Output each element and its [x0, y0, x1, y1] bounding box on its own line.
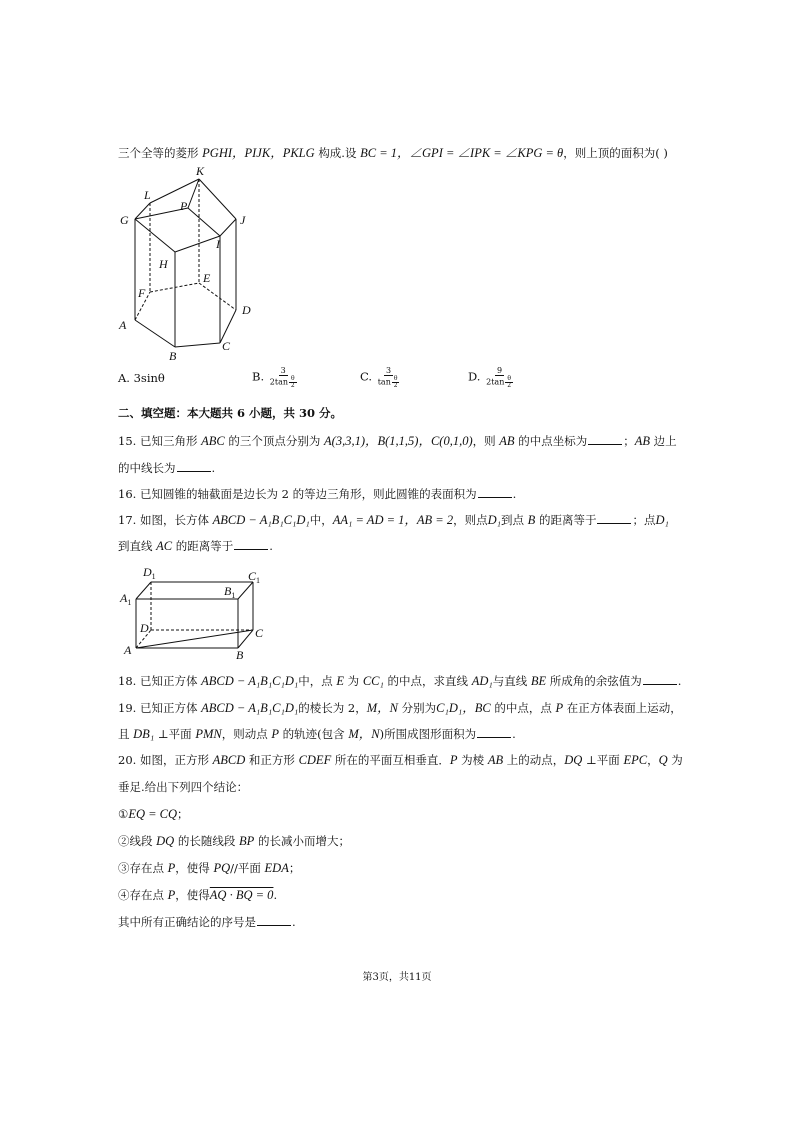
label-I: I: [216, 237, 220, 251]
q19-pmn: PMN: [195, 727, 222, 741]
answer-blank[interactable]: [234, 538, 268, 550]
option-d-prefix: D.: [468, 369, 481, 384]
q20-text: .: [273, 888, 278, 902]
q18-be: BE: [530, 674, 547, 688]
label-E: E: [203, 271, 211, 285]
q20-cdef: CDEF: [298, 753, 332, 767]
den-text: tan: [377, 377, 391, 387]
answer-blank[interactable]: [597, 512, 631, 524]
q20-epc: EPC: [623, 753, 648, 767]
q15-text: 的中点坐标为: [514, 434, 588, 448]
q15-text: 的三个顶点分别为: [224, 434, 325, 448]
q20-conclusion-3: [118, 860, 300, 876]
half-angle: [289, 376, 297, 389]
q18-text: .: [677, 674, 682, 688]
q20-text: 其中所有正确结论的序号是: [118, 915, 256, 929]
q18-text: 的中点，求直线: [383, 674, 472, 688]
q19-text: 的中点，点: [490, 701, 556, 715]
label-L: L: [144, 188, 151, 202]
option-b-fraction: [269, 366, 298, 389]
q14-option-a: [118, 370, 165, 386]
q15-line1: [118, 433, 677, 449]
q20-ab: AB: [487, 753, 504, 767]
q16-text: 16. 已知圆锥的轴截面是边长为 2 的等边三角形，则此圆锥的表面积为: [118, 487, 477, 501]
q18-text: 18. 已知正方体: [118, 674, 202, 688]
q19-text: ⊥平面: [154, 727, 196, 741]
q20-text: 所在的平面互相垂直．: [331, 753, 450, 767]
page-footer: 第3页，共11页: [362, 972, 432, 983]
label-D: D: [242, 303, 251, 317]
fraction-numerator: 3: [280, 366, 286, 375]
q19-text: 分别为: [397, 701, 437, 715]
q14-rhombi: PGHI，PIJK，PKLG: [202, 146, 315, 160]
q15-text: 15. 已知三角形: [118, 434, 202, 448]
q20-text: ⊥平面: [582, 753, 624, 767]
q20-p: P: [167, 861, 176, 875]
q18-solid: ABCD − A₁B₁C₁D₁: [201, 674, 299, 688]
q20-text: ④存在点: [118, 888, 168, 902]
q17-b: B: [527, 513, 536, 527]
option-c-fraction: [377, 366, 401, 389]
q20-text: ；: [288, 861, 301, 875]
option-c-prefix: C.: [360, 369, 373, 384]
q14-stem: [118, 145, 668, 161]
fraction-denominator: [269, 376, 298, 389]
q19-db1: DB₁: [133, 727, 155, 741]
q20-text: //平面: [230, 861, 265, 875]
label-A: A: [124, 643, 132, 657]
label-A: A: [119, 318, 127, 332]
label-C: C: [222, 339, 231, 353]
q17-dims: AA₁ = AD = 1，AB = 2: [332, 513, 454, 527]
q19-edges: C₁D₁，BC: [436, 701, 491, 715]
label-C1: $C_1$: [248, 569, 261, 585]
q17-text: ；点: [632, 513, 656, 527]
q14-text: ，则上顶的面积为( ): [563, 146, 668, 160]
label-C: C: [255, 626, 264, 640]
label-D: D: [140, 621, 149, 635]
q20-conclusion-2: [118, 833, 350, 849]
fraction-denominator: [485, 376, 514, 389]
q20-text: ③存在点: [118, 861, 168, 875]
half-angle-num: θ: [291, 375, 295, 382]
fraction-numerator: 3: [386, 366, 392, 375]
q20-line1: [118, 752, 683, 768]
q17-text: .: [269, 539, 273, 553]
label-P: P: [180, 199, 188, 213]
q14-option-b: [252, 366, 298, 389]
q19-text: 的棱长为 2，: [298, 701, 367, 715]
q20-text: ；: [177, 807, 189, 821]
q17-text: 中，: [309, 513, 333, 527]
q16-text: .: [512, 487, 517, 501]
label-F: F: [138, 286, 146, 300]
q17-line2: [118, 538, 273, 554]
q20-pq: PQ: [213, 861, 231, 875]
q17-text: 的距离等于: [535, 513, 597, 527]
q17-ac: AC: [156, 539, 173, 553]
q14-prism-figure: [112, 160, 272, 365]
q19-text: 的轨迹(包含: [279, 727, 349, 741]
q20-p: P: [167, 888, 176, 902]
q19-text: )所围成图形面积为: [379, 727, 477, 741]
half-angle: [392, 376, 400, 389]
label-A1: $A_1$: [120, 591, 132, 607]
q19-text: 19. 已知正方体: [118, 701, 202, 715]
den-text: 2tan: [486, 377, 505, 387]
q20-text: ①: [118, 807, 129, 821]
q18-text: 为: [344, 674, 363, 688]
fraction-numerator: 9: [497, 366, 503, 375]
q20-conclusion-1: [118, 806, 189, 822]
q17-d1: D₁: [655, 513, 669, 527]
q18-text: 所成角的余弦值为: [546, 674, 642, 688]
q18-line: [118, 673, 681, 689]
q20-text: ②线段: [118, 834, 157, 848]
fraction-denominator: [377, 376, 401, 389]
q15-text: 的中线长为: [118, 461, 176, 475]
q15-text: .: [211, 461, 216, 475]
label-G: G: [120, 213, 129, 227]
q20-text: 和正方形: [245, 753, 299, 767]
answer-blank[interactable]: [478, 486, 512, 498]
q15-ab: AB: [634, 434, 650, 448]
answer-blank[interactable]: [257, 914, 291, 926]
q20-bp: BP: [239, 834, 255, 848]
den-text: 2tan: [269, 377, 288, 387]
q19-text: 在正方体表面上运动，: [563, 701, 682, 715]
answer-blank[interactable]: [177, 460, 211, 472]
q15-ab: AB: [499, 434, 515, 448]
answer-blank[interactable]: [588, 433, 622, 445]
q20-text: .: [292, 915, 296, 929]
label-B: B: [236, 648, 244, 662]
q20-p: P: [449, 753, 458, 767]
q18-text: 与直线: [492, 674, 531, 688]
q19-mn: M，N: [348, 727, 380, 741]
q14-option-d: [468, 366, 514, 389]
q20-abcd: ABCD: [212, 753, 246, 767]
q20-text: 上的动点，: [503, 753, 565, 767]
q20-text: 为棱: [457, 753, 488, 767]
q17-line1: [118, 512, 669, 528]
q20-text: ，使得: [175, 861, 214, 875]
q17-text: 17. 如图，长方体: [118, 513, 213, 527]
q18-ad1: AD₁: [471, 674, 493, 688]
q17-text: 到点: [501, 513, 528, 527]
label-D1: $D_1$: [143, 565, 156, 581]
q19-text: ，则动点: [221, 727, 272, 741]
q19-text: .: [512, 727, 516, 741]
q19-line2: [118, 726, 516, 742]
q20-line2: 垂足.给出下列四个结论：: [118, 780, 249, 794]
option-d-fraction: [485, 366, 514, 389]
half-angle-num: θ: [393, 375, 398, 382]
q14-text: 构成.设: [318, 146, 357, 160]
q17-solid: ABCD − A₁B₁C₁D₁: [212, 513, 310, 527]
q20-text: 的长减小而增大；: [254, 834, 350, 848]
q19-mn: M，N: [366, 701, 398, 715]
label-J: J: [240, 213, 246, 227]
option-a-text: A. 3sinθ: [118, 371, 165, 385]
q15-text: ；: [623, 434, 635, 448]
q19-solid: ABCD − A₁B₁C₁D₁: [201, 701, 299, 715]
q17-text: 到直线: [118, 539, 157, 553]
q15-triangle: ABC: [201, 434, 225, 448]
answer-blank[interactable]: [477, 726, 511, 738]
label-H: H: [159, 257, 168, 271]
q15-line2: [118, 460, 215, 476]
q19-line1: [118, 700, 682, 716]
q20-q: Q: [658, 753, 668, 767]
half-angle-num: θ: [507, 375, 511, 382]
q19-p: P: [555, 701, 564, 715]
half-angle-den: 2: [290, 382, 295, 389]
q20-dq: DQ: [156, 834, 175, 848]
q14-condition: BC = 1，∠GPI = ∠IPK = ∠KPG = θ: [360, 146, 564, 160]
q20-text: ，使得: [175, 888, 210, 902]
option-b-prefix: B.: [252, 369, 265, 384]
half-angle-den: 2: [393, 382, 398, 389]
label-B1: $B_1$: [224, 584, 236, 600]
q20-text: 20. 如图，正方形: [118, 753, 213, 767]
label-K: K: [196, 164, 205, 178]
q20-eda: EDA: [264, 861, 289, 875]
q20-last-line: [118, 914, 296, 930]
q20-math: EQ = CQ: [128, 807, 178, 821]
q19-p: P: [271, 727, 279, 741]
q15-text: ，则: [472, 434, 500, 448]
q20-dq: DQ: [564, 753, 583, 767]
answer-blank[interactable]: [643, 673, 677, 685]
q14-option-c: [360, 366, 400, 389]
q18-cc1: CC₁: [362, 674, 384, 688]
q20-text: 的长随线段: [174, 834, 240, 848]
q20-text: ，: [647, 753, 659, 767]
q17-text: ，则点: [453, 513, 488, 527]
section-heading: 二、填空题：本大题共 6 小题，共 30 分。: [118, 406, 343, 420]
q18-e: E: [336, 674, 345, 688]
half-angle: [505, 376, 513, 389]
q17-cuboid-figure: [116, 562, 276, 662]
q15-text: 边上: [650, 434, 677, 448]
q18-text: 中，点: [298, 674, 337, 688]
label-B: B: [169, 349, 177, 363]
q15-points: A(3,3,1)，B(1,1,5)，C(0,1,0): [324, 434, 473, 448]
q14-text: 三个全等的菱形: [118, 146, 199, 160]
q20-conclusion-4: [118, 887, 277, 903]
q17-text: 的距离等于: [172, 539, 234, 553]
q17-d1: D₁: [487, 513, 501, 527]
q19-text: 且: [118, 727, 134, 741]
q16-line: [118, 486, 516, 502]
q20-vector-math: AQ · BQ = 0: [209, 888, 274, 902]
q20-text: 为: [667, 753, 683, 767]
half-angle-den: 2: [507, 382, 512, 389]
